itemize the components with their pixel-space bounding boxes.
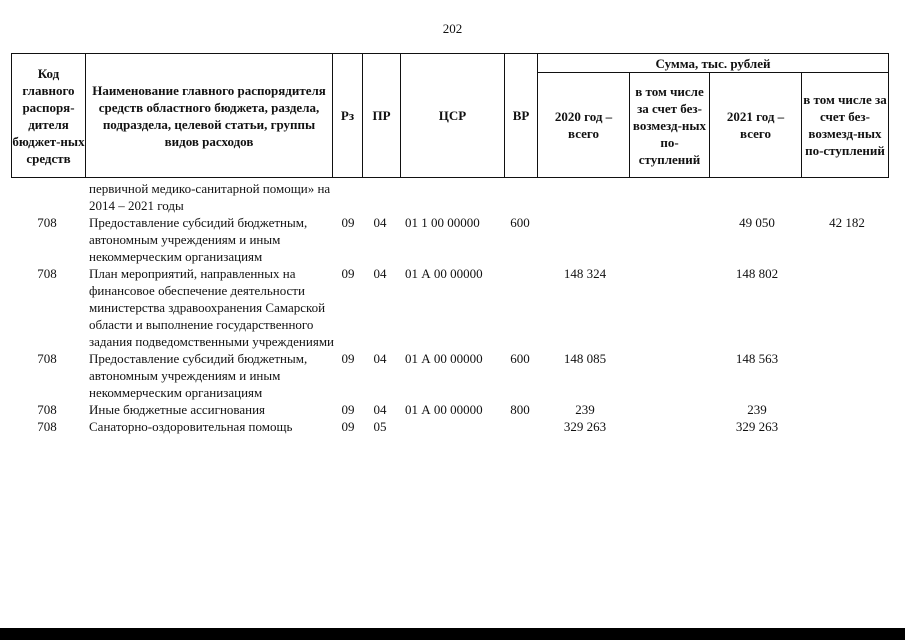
header-2021-free: в том числе за счет без-возмезд-ных по-ступлений (802, 73, 889, 178)
row-csr: 01 А 00 00000 (405, 266, 483, 281)
row-name: Иные бюджетные ассигнования (89, 402, 266, 417)
row-pr: 05 (373, 419, 387, 434)
table-row (11, 418, 888, 435)
row-2021: 329 263 (735, 419, 779, 434)
row-name: Предоставление субсидий бюджетным, автономным учреждениям и иным некоммерческим организациям (89, 215, 308, 264)
row-code: 708 (37, 402, 57, 417)
row-2021: 148 563 (735, 351, 779, 366)
row-pr: 04 (373, 351, 387, 366)
row-vr: 600 (510, 351, 530, 366)
header-code: Код главного распоря-дителя бюджет-ных средств (12, 54, 86, 178)
row-2020: 148 324 (563, 266, 607, 281)
row-2020: 329 263 (563, 419, 607, 434)
row-code: 708 (37, 351, 57, 366)
budget-table-header (11, 53, 889, 178)
row-code: 708 (37, 266, 57, 281)
row-name: первичной медико-санитарной помощи» на 2014 – 2021 годы (89, 181, 331, 213)
row-csr: 01 1 00 00000 (405, 215, 480, 230)
row-rz: 09 (341, 419, 355, 434)
row-vr: 600 (510, 215, 530, 230)
row-rz: 09 (341, 351, 355, 366)
table-row (11, 214, 888, 265)
row-2021: 148 802 (735, 266, 779, 281)
row-2021: 239 (747, 402, 767, 417)
header-pr: ПР (363, 54, 401, 178)
header-name: Наименование главного распорядителя средств областного бюджета, раздела, подраздела, целевой статьи, группы видов расходов (86, 54, 333, 178)
row-rz: 09 (341, 215, 355, 230)
header-sum-group: Сумма, тыс. рублей (538, 54, 889, 73)
header-2021: 2021 год – всего (710, 73, 802, 178)
row-rz: 09 (341, 266, 355, 281)
page-number: 202 (442, 21, 463, 36)
row-name: План мероприятий, направленных на финансовое обеспечение деятельности министерства здравоохранения Самарской области и выполнение государственного задания подведомственными учреждениями (89, 266, 335, 349)
table-row (11, 401, 888, 418)
table-row (11, 350, 888, 401)
header-csr: ЦСР (401, 54, 505, 178)
row-2020: 239 (575, 402, 595, 417)
row-2021-free: 42 182 (829, 215, 865, 230)
row-csr: 01 А 00 00000 (405, 351, 483, 366)
row-vr: 800 (510, 402, 530, 417)
row-2020: 148 085 (563, 351, 607, 366)
scan-bottom-edge (0, 628, 905, 640)
row-name: Санаторно-оздоровительная помощь (89, 419, 293, 434)
table-row (11, 180, 888, 214)
row-csr: 01 А 00 00000 (405, 402, 483, 417)
header-2020-free: в том числе за счет без-возмезд-ных по-ступлений (630, 73, 710, 178)
table-row (11, 265, 888, 350)
row-code: 708 (37, 215, 57, 230)
header-rz: Рз (333, 54, 363, 178)
row-code: 708 (37, 419, 57, 434)
header-vr: ВР (505, 54, 538, 178)
row-rz: 09 (341, 402, 355, 417)
header-2020: 2020 год – всего (538, 73, 630, 178)
row-pr: 04 (373, 266, 387, 281)
row-pr: 04 (373, 215, 387, 230)
row-name: Предоставление субсидий бюджетным, автономным учреждениям и иным некоммерческим организациям (89, 351, 308, 400)
row-pr: 04 (373, 402, 387, 417)
budget-table-body (11, 180, 888, 435)
row-2021: 49 050 (739, 215, 775, 230)
